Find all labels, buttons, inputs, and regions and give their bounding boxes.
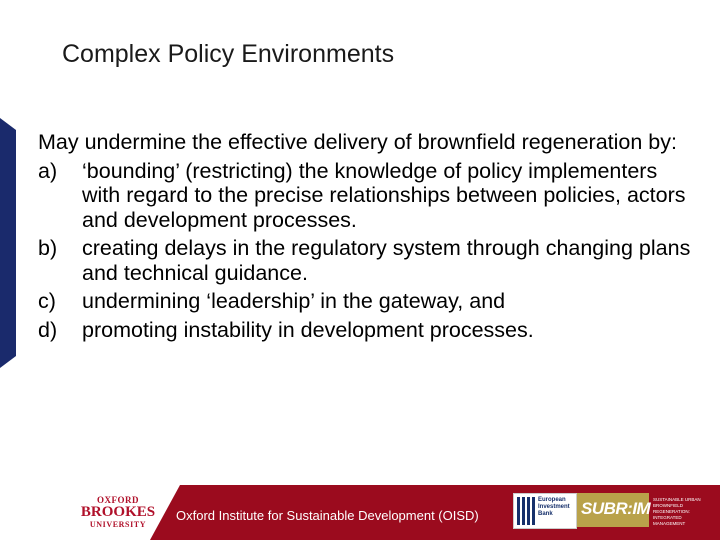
eib-line: Bank bbox=[538, 511, 553, 517]
intro-text: May undermine the effective delivery of brownfield regeneration by: bbox=[38, 130, 677, 154]
brookes-logo-name: BROOKES bbox=[80, 504, 156, 520]
brookes-logo-university: UNIVERSITY bbox=[89, 520, 147, 529]
list-item-text: creating delays in the regulatory system through changing plans and technical guidance. bbox=[82, 236, 691, 285]
footer-bar bbox=[0, 485, 720, 540]
list-marker: c) bbox=[38, 289, 56, 313]
brookes-logo-oxford: OXFORD bbox=[97, 495, 139, 505]
institute-name: Oxford Institute for Sustainable Development (OISD) bbox=[176, 508, 479, 523]
list-item bbox=[38, 236, 698, 285]
subrim-logo bbox=[577, 493, 649, 527]
list-item bbox=[38, 289, 698, 314]
eib-line: Investment bbox=[538, 504, 570, 510]
subrim-logo-text: SUBR:IM bbox=[581, 499, 651, 518]
list-item-text: ‘bounding’ (restricting) the knowledge of policy implementers with regard to the precise relationships between policies, actors and development processes. bbox=[82, 158, 686, 232]
list-item-text: promoting instability in development processes. bbox=[82, 317, 534, 342]
slide-title: Complex Policy Environments bbox=[62, 40, 395, 68]
list-marker: d) bbox=[38, 317, 58, 342]
list-marker: a) bbox=[38, 158, 58, 183]
list-item bbox=[38, 318, 698, 343]
list-marker: b) bbox=[38, 236, 58, 260]
subrim-description: SUSTAINABLE URBAN BROWNFIELD REGENERATION: INTEGRATED MANAGEMENT bbox=[653, 497, 701, 526]
list-item bbox=[38, 159, 698, 233]
eib-text bbox=[538, 497, 570, 518]
brookes-logo bbox=[78, 495, 158, 530]
list-item-text: undermining ‘leadership’ in the gateway, and bbox=[82, 289, 506, 313]
left-accent-bar bbox=[0, 118, 16, 368]
partner-logos bbox=[513, 493, 713, 527]
eib-logo bbox=[513, 493, 577, 529]
eib-stripes-icon bbox=[517, 497, 535, 525]
eib-line: European bbox=[538, 497, 566, 503]
slide-body bbox=[38, 130, 698, 346]
